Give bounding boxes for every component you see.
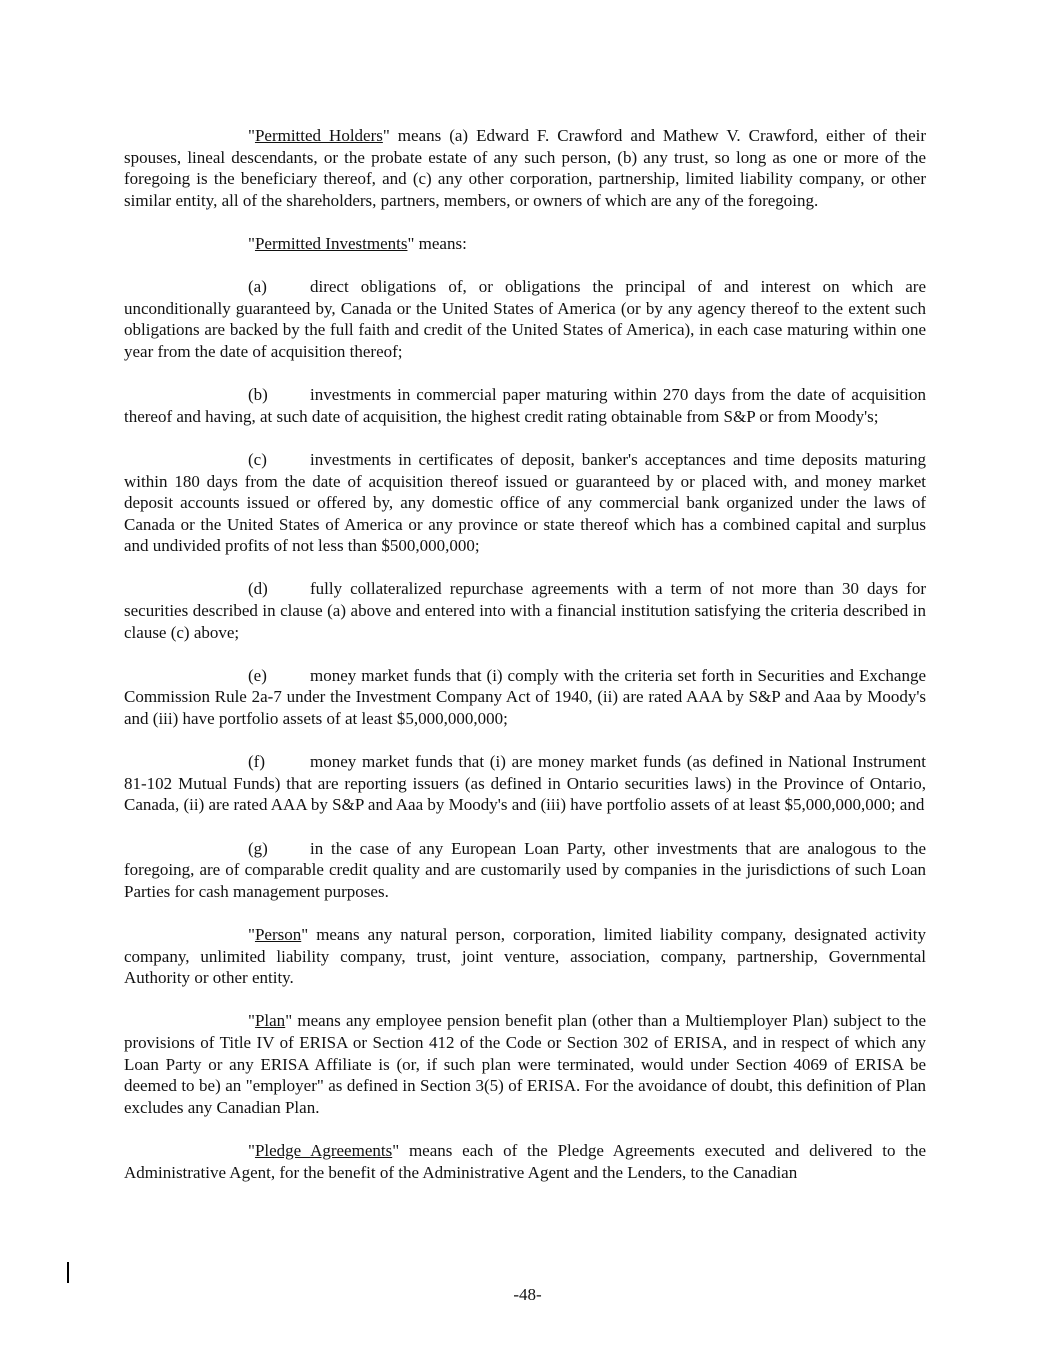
list-item: [124, 751, 926, 816]
defined-term: Permitted Investments: [254, 233, 408, 253]
clause-text: direct obligations of, or obligations the principal of and interest on which are unconditionally guaranteed by, Canada or the United States of America (or by any agency thereof to the extent such obligations are backed by the full faith and credit of the United States of America), in each case maturing within one year from the date of acquisition thereof;: [124, 277, 926, 361]
definition-person: [124, 924, 926, 989]
list-item: [124, 665, 926, 730]
clause-text: investments in commercial paper maturing within 270 days from the date of acquisition thereof and having, at such date of acquisition, the highest credit rating obtainable from S&P or from Moody's;: [124, 385, 926, 426]
definition-text: " means:: [407, 233, 467, 253]
defined-term: Pledge Agreements: [254, 1140, 393, 1160]
clause-label: (d): [248, 579, 268, 599]
defined-term: Permitted Holders: [254, 126, 383, 145]
quote-open: ": [248, 924, 255, 944]
clause-label: (b): [248, 385, 268, 405]
definition-plan: [124, 1010, 926, 1118]
page-number: -48-: [513, 1285, 542, 1304]
quote-open: ": [248, 233, 255, 253]
definition-text: " means (a) Edward F. Crawford and Mathew V. Crawford, either of their spouses, lineal descendants, or the probate estate of any such person, (b) any trust, so long as one or more of the foregoing is the beneficiary thereof, and (c) any other corporation, partnership, limited liability company, or other similar entity, all of the shareholders, partners, members, or owners of which are any of the foregoing.: [124, 126, 927, 210]
document-body: [124, 125, 926, 1205]
list-item: [124, 276, 926, 362]
quote-open: ": [248, 126, 255, 145]
clause-label: (g): [248, 838, 268, 858]
definition-pledge-agreements: [124, 1140, 926, 1183]
definition-text: " means any employee pension benefit plan (other than a Multiemployer Plan) subject to the provisions of Title IV of ERISA or Section 412 of the Code or Section 302 of ERISA, and in respect of which any Loan Party or any ERISA Affiliate is (or, if such plan were terminated, would under Section 4069 of ERISA be deemed to be) an "employer" as defined in Section 3(5) of ERISA. For the avoidance of doubt, this definition of Plan excludes any Canadian Plan.: [124, 1011, 926, 1117]
clause-label: (c): [248, 449, 267, 469]
defined-term: Plan: [254, 1011, 286, 1031]
clause-text: fully collateralized repurchase agreements with a term of not more than 30 days for securities described in clause (a) above and entered into with a financial institution satisfying the criteria described in clause (c) above;: [124, 579, 926, 642]
clause-label: (f): [248, 752, 265, 772]
clause-text: money market funds that (i) comply with the criteria set forth in Securities and Exchange Commission Rule 2a-7 under the Investment Company Act of 1940, (ii) are rated AAA by S&P and Aaa by Moody's and (iii) have portfolio assets of at least $5,000,000,000;: [124, 665, 926, 729]
definition-text: " means any natural person, corporation, limited liability company, designated activity company, unlimited liability company, trust, joint venture, association, company, partnership, Governmental Authority or other entity.: [124, 924, 926, 988]
list-item: [124, 578, 926, 643]
list-item: [124, 384, 926, 427]
change-bar: [67, 1262, 69, 1283]
clause-text: in the case of any European Loan Party, other investments that are analogous to the foregoing, are of comparable credit quality and are customarily used by companies in the jurisdictions of such Loan Parties for cash management purposes.: [124, 838, 926, 901]
defined-term: Person: [254, 924, 302, 944]
clause-label: (e): [248, 665, 267, 685]
definition-permitted-holders: [124, 125, 926, 211]
definition-permitted-investments: [124, 233, 926, 255]
list-item: [124, 449, 926, 557]
definition-text: " means each of the Pledge Agreements executed and delivered to the Administrative Agent, for the benefit of the Administrative Agent and the Lenders, to the Canadian: [124, 1140, 927, 1182]
quote-open: ": [248, 1140, 255, 1160]
list-item: [124, 838, 926, 903]
clause-label: (a): [248, 277, 267, 297]
clause-text: investments in certificates of deposit, banker's acceptances and time deposits maturing within 180 days from the date of acquisition thereof issued or guaranteed by or placed with, and money market deposit accounts issued or offered by, any domestic office of any commercial bank organized under the laws of Canada or the United States of America or any province or state thereof which has a combined capital and surplus and undivided profits of not less than $500,000,000;: [124, 449, 926, 556]
quote-open: ": [248, 1011, 255, 1031]
clause-text: money market funds that (i) are money market funds (as defined in National Instrument 81-102 Mutual Funds) that are reporting issuers (as defined in Ontario securities laws) in the Province of Ontario, Canada, (ii) are rated AAA by S&P and Aaa by Moody's and (iii) have portfolio assets of at least $5,000,000,000; and: [124, 752, 926, 815]
